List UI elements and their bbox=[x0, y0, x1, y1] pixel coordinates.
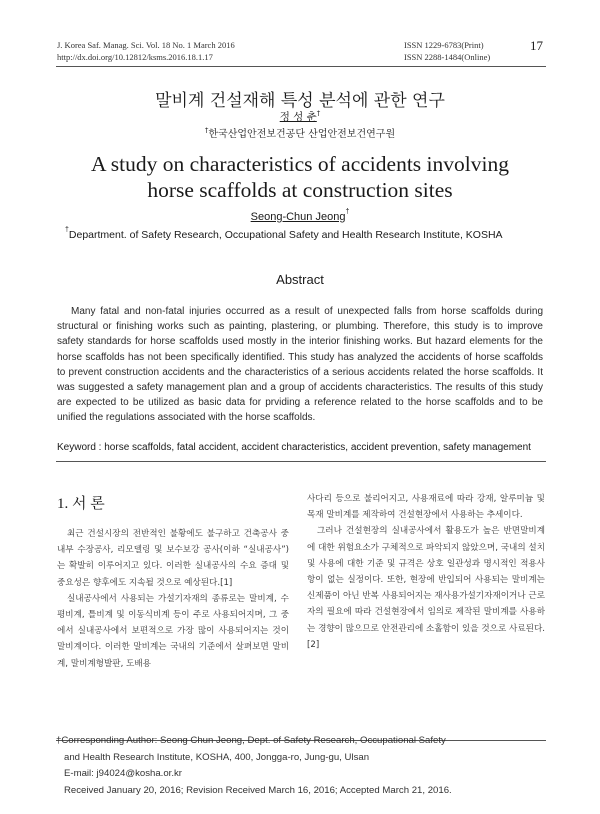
abstract-body: Many fatal and non-fatal injuries occurred as a result of unexpected falls from horse scaffolds during structural or finishing works such as painting, plastering, or plumbing. Therefore, this study is to improve safety standards for horse scaffolds used mostly in the interior finishing works. But hazard elements for the horse scaffolds has not been specifically identified. This study has analyzed the accidents of horse scaffolds to prevent construction accidents and the characteristics of a serious accidents related the horse scaffolds. It was suggested a safety management plan and a group of accidents characteristics. The results of this study are expected to be utilized as basic data for prviding a reference related to the horse scaffolds and to be unified the regulations associated with the horse scaffolds. bbox=[57, 306, 543, 424]
english-affiliation-mark: † bbox=[65, 226, 69, 234]
footnote-email[interactable]: E-mail: j94024@kosha.or.kr bbox=[64, 768, 182, 779]
issn-online: ISSN 2288-1484(Online) bbox=[404, 52, 491, 62]
english-title-line-2: horse scaffolds at construction sites bbox=[147, 178, 453, 202]
korean-author-name: 정 성 춘 bbox=[279, 111, 317, 123]
page-number: 17 bbox=[530, 38, 543, 53]
right-paragraph-2: 그러나 건설현장의 실내공사에서 활용도가 높은 반면말비계에 대한 위험요소가 구체적으로 파악되지 않았으며, 국내의 설치 및 사용에 대한 기준 및 규격은 상호 일관성과 명시적인 적용사항이 없는 실정이다. 또한, 현장에 반입되어 사용되는 말비계는 신제품이 아닌 반복 사용되어지는 재사용가설기자재이거나 근로자의 필요에 따라 건설현장에서 임의로 제작된 말비계를 사용하는 경향이 많으므로 안전관리에 소홀함이 있을 것으로 사료된다.[2] bbox=[307, 526, 545, 650]
right-column bbox=[307, 491, 545, 653]
left-paragraph-1: 최근 건설시장의 전반적인 불황에도 불구하고 건축공사 중 내부 수장공사, 리모델링 및 보수보강 공사(이하 “실내공사”)는 확발히 이루어지고 있다. 이러한 실내공사의 수요 증대 및 중요성은 향후에도 지속될 것으로 예상된다.[1] bbox=[57, 529, 289, 588]
english-author-name: Seong-Chun Jeong bbox=[250, 211, 346, 223]
header-rule bbox=[56, 66, 546, 67]
footnote-corresponding-author: †Corresponding Author: Seong Chun Jeong, Dept. of Safety Research, Occupational Safety bbox=[56, 735, 446, 746]
english-author-mark: † bbox=[345, 208, 350, 216]
korean-title: 말비계 건설재해 특성 분석에 관한 연구 bbox=[155, 91, 445, 111]
english-title-line-1: A study on characteristics of accidents involving bbox=[91, 152, 509, 176]
issn-print: ISSN 1229-6783(Print) bbox=[404, 40, 484, 50]
abstract-heading: Abstract bbox=[276, 272, 324, 287]
abstract-rule bbox=[56, 461, 546, 462]
korean-affiliation bbox=[0, 125, 600, 140]
english-affiliation bbox=[65, 223, 503, 242]
footnote-address: and Health Research Institute, KOSHA, 400, Jongga-ro, Jung-gu, Ulsan bbox=[64, 751, 370, 763]
doi-link[interactable]: http://dx.doi.org/10.12812/ksms.2016.18.1.17 bbox=[57, 52, 213, 62]
english-author bbox=[0, 205, 600, 224]
footnote-dates: Received January 20, 2016; Revision Received March 16, 2016; Accepted March 21, 2016. bbox=[64, 784, 452, 796]
footnote bbox=[56, 733, 546, 799]
left-paragraph-2: 실내공사에서 사용되는 가설기자재의 종류로는 말비계, 수평비계, 틀비계 및 이동식비계 등이 주로 사용되어지며, 그 중에서 실내공사에서 보편적으로 가장 많이 사용되어지는 것이 말비계이다. 이러한 말비계는 국내의 기준에서 살펴보면 말비계, 말비계형발판, 도배용 bbox=[57, 593, 289, 669]
keywords: Keyword : horse scaffolds, fatal accident, accident characteristics, accident prevention, safety management bbox=[57, 442, 531, 453]
right-paragraph-1: 사다리 등으로 불리어지고, 사용재료에 따라 강재, 알루미늄 및 목재 말비계를 제작하여 건설현장에서 사용하는 추세이다. bbox=[307, 494, 545, 521]
english-affiliation-text: Department. of Safety Research, Occupational Safety and Health Research Institute, KOSHA bbox=[68, 229, 503, 241]
korean-affiliation-text: 한국산업안전보건공단 산업안전보건연구원 bbox=[208, 129, 396, 140]
korean-affiliation-mark: † bbox=[204, 126, 209, 135]
journal-citation: J. Korea Saf. Manag. Sci. Vol. 18 No. 1 March 2016 bbox=[57, 40, 235, 50]
left-column bbox=[57, 526, 289, 672]
korean-author-mark: † bbox=[316, 109, 321, 118]
korean-author bbox=[0, 109, 600, 124]
section-1-heading: 1. 서 론 bbox=[57, 496, 105, 512]
